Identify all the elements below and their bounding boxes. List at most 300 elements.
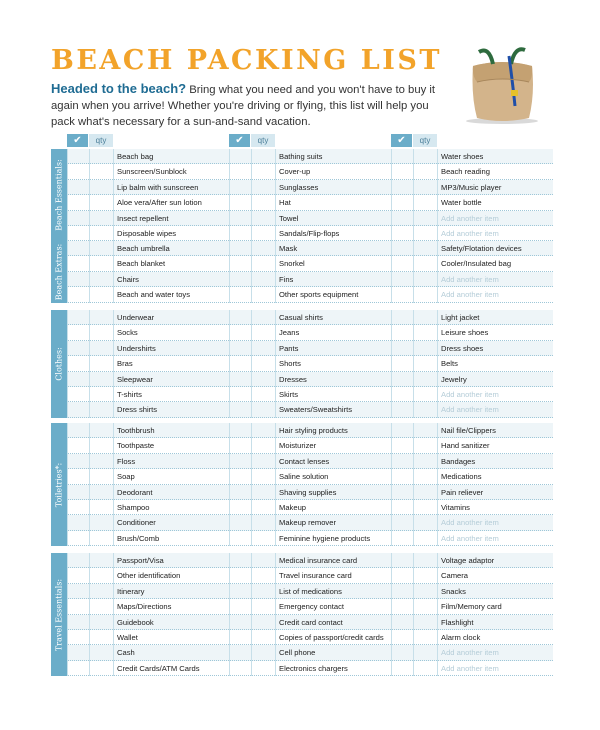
intro-lead: Headed to the beach? xyxy=(51,81,187,96)
list-item: Mask xyxy=(279,244,298,253)
checkbox-cell[interactable] xyxy=(229,553,251,568)
qty-cell[interactable] xyxy=(251,195,276,210)
checkbox-cell[interactable] xyxy=(67,661,89,676)
section-tab xyxy=(51,241,67,303)
add-item-placeholder[interactable]: Add another item xyxy=(441,229,499,238)
list-item: Hand sanitizer xyxy=(441,441,490,451)
qty-cell[interactable] xyxy=(251,500,276,515)
qty-cell[interactable] xyxy=(413,241,438,256)
table-row xyxy=(67,584,553,599)
checkbox-cell[interactable] xyxy=(229,599,251,614)
checkbox-cell[interactable] xyxy=(391,226,413,241)
qty-cell[interactable] xyxy=(89,469,114,484)
qty-cell[interactable] xyxy=(89,423,114,438)
checkbox-cell[interactable] xyxy=(391,438,413,453)
qty-cell[interactable] xyxy=(89,531,114,546)
qty-cell[interactable] xyxy=(89,454,114,469)
list-item: Soap xyxy=(117,472,135,482)
qty-cell[interactable] xyxy=(413,226,438,241)
table-row xyxy=(67,256,553,271)
checkbox-cell[interactable] xyxy=(229,584,251,599)
list-item: Beach and water toys xyxy=(117,290,191,300)
qty-cell[interactable] xyxy=(413,180,438,195)
qty-cell[interactable] xyxy=(251,226,276,241)
checkbox-cell[interactable] xyxy=(229,195,251,210)
list-item: Emergency contact xyxy=(279,602,344,612)
qty-cell[interactable] xyxy=(89,584,114,599)
checkbox-cell[interactable] xyxy=(67,500,89,515)
qty-cell[interactable] xyxy=(89,256,114,271)
column-header-1 xyxy=(67,134,113,147)
checkbox-cell[interactable] xyxy=(229,211,251,226)
qty-cell[interactable] xyxy=(251,661,276,676)
checkbox-cell[interactable] xyxy=(67,469,89,484)
qty-cell[interactable] xyxy=(89,615,114,630)
checkbox-cell[interactable] xyxy=(67,553,89,568)
checkbox-cell[interactable] xyxy=(67,211,89,226)
checkbox-cell[interactable] xyxy=(67,584,89,599)
qty-cell[interactable] xyxy=(413,211,438,226)
qty-cell[interactable] xyxy=(413,423,438,438)
qty-cell[interactable] xyxy=(413,615,438,630)
list-item: Makeup xyxy=(279,503,307,512)
list-item: Cash xyxy=(117,648,135,658)
list-item: Contact lenses xyxy=(279,456,330,466)
checkbox-cell[interactable] xyxy=(67,599,89,614)
checkbox-cell[interactable] xyxy=(391,310,413,325)
qty-cell[interactable] xyxy=(251,423,276,438)
checkbox-cell[interactable] xyxy=(229,372,251,387)
checkbox-cell[interactable] xyxy=(67,325,89,340)
qty-cell[interactable] xyxy=(89,515,114,530)
qty-cell[interactable] xyxy=(251,387,276,402)
table-row xyxy=(67,454,553,469)
list-item: Travel insurance card xyxy=(279,571,352,581)
list-item: Dresses xyxy=(279,374,307,384)
qty-cell[interactable] xyxy=(89,372,114,387)
list-item: Medications xyxy=(441,472,482,482)
checkbox-cell[interactable] xyxy=(391,630,413,645)
checkbox-cell[interactable] xyxy=(67,630,89,645)
checkbox-cell[interactable] xyxy=(229,226,251,241)
checkbox-cell[interactable] xyxy=(391,645,413,660)
qty-cell[interactable] xyxy=(413,661,438,676)
checkbox-cell[interactable] xyxy=(229,568,251,583)
checkbox-cell[interactable] xyxy=(229,454,251,469)
qty-cell[interactable] xyxy=(413,310,438,325)
list-item: Dress shoes xyxy=(441,343,484,353)
list-item: Dress shirts xyxy=(117,405,158,415)
add-item-placeholder[interactable]: Add another item xyxy=(441,213,499,223)
qty-cell[interactable] xyxy=(251,372,276,387)
list-item: Credit Cards/ATM Cards xyxy=(117,663,200,673)
qty-cell[interactable] xyxy=(413,356,438,371)
list-item: Sunglasses xyxy=(279,182,319,192)
list-item: Other sports equipment xyxy=(279,290,359,300)
table-row xyxy=(67,438,553,453)
list-item: Maps/Directions xyxy=(117,602,172,612)
section-beach-extras xyxy=(51,241,553,303)
qty-cell[interactable] xyxy=(89,325,114,340)
checkbox-cell[interactable] xyxy=(229,341,251,356)
list-item: Guidebook xyxy=(117,617,154,627)
qty-cell[interactable] xyxy=(251,599,276,614)
qty-cell[interactable] xyxy=(251,211,276,226)
checkbox-cell[interactable] xyxy=(391,356,413,371)
qty-cell[interactable] xyxy=(413,341,438,356)
qty-cell[interactable] xyxy=(251,485,276,500)
list-item: Cell phone xyxy=(279,648,316,658)
checkbox-cell[interactable] xyxy=(391,423,413,438)
list-item: Bandages xyxy=(441,456,476,466)
table-row xyxy=(67,630,553,645)
add-item-placeholder[interactable]: Add another item xyxy=(441,274,499,284)
qty-cell[interactable] xyxy=(251,469,276,484)
list-item: T-shirts xyxy=(117,390,142,399)
qty-cell[interactable] xyxy=(89,195,114,210)
checkbox-cell[interactable] xyxy=(67,402,89,417)
checkbox-cell[interactable] xyxy=(229,310,251,325)
checkbox-cell[interactable] xyxy=(67,226,89,241)
list-item: Light jacket xyxy=(441,313,480,322)
list-item: Itinerary xyxy=(117,586,145,596)
checkbox-cell[interactable] xyxy=(229,272,251,287)
section-tab xyxy=(51,310,67,418)
qty-cell[interactable] xyxy=(251,645,276,660)
section-label: Clothes: xyxy=(54,347,64,381)
qty-cell[interactable] xyxy=(413,584,438,599)
checkbox-cell[interactable] xyxy=(391,584,413,599)
qty-cell[interactable] xyxy=(413,402,438,417)
qty-cell[interactable] xyxy=(413,515,438,530)
checkbox-cell[interactable] xyxy=(67,454,89,469)
list-item: Nail file/Clippers xyxy=(441,426,496,435)
checkbox-cell[interactable] xyxy=(391,615,413,630)
qty-cell[interactable] xyxy=(413,485,438,500)
list-item: Fins xyxy=(279,274,294,284)
list-item: Snacks xyxy=(441,586,466,596)
checkbox-cell[interactable] xyxy=(229,500,251,515)
qty-cell[interactable] xyxy=(251,630,276,645)
qty-cell[interactable] xyxy=(89,630,114,645)
qty-cell[interactable] xyxy=(251,256,276,271)
qty-cell[interactable] xyxy=(89,661,114,676)
list-item: Lip balm with sunscreen xyxy=(117,182,199,192)
checkbox-cell[interactable] xyxy=(391,211,413,226)
qty-header: qty xyxy=(413,134,437,147)
checkbox-cell[interactable] xyxy=(391,500,413,515)
checkbox-cell[interactable] xyxy=(67,241,89,256)
checkbox-cell[interactable] xyxy=(229,469,251,484)
checkbox-cell[interactable] xyxy=(391,599,413,614)
section-tab xyxy=(51,553,67,676)
add-item-placeholder[interactable]: Add another item xyxy=(441,533,499,543)
qty-cell[interactable] xyxy=(413,553,438,568)
add-item-placeholder[interactable]: Add another item xyxy=(441,390,499,399)
table-row xyxy=(67,180,553,195)
checkbox-cell[interactable] xyxy=(67,149,89,164)
checkbox-cell[interactable] xyxy=(229,256,251,271)
checkbox-cell[interactable] xyxy=(391,164,413,179)
checkbox-cell[interactable] xyxy=(229,438,251,453)
list-item: Makeup remover xyxy=(279,518,336,528)
qty-cell[interactable] xyxy=(251,241,276,256)
check-header: ✔ xyxy=(229,134,250,147)
qty-cell[interactable] xyxy=(413,387,438,402)
checkbox-cell[interactable] xyxy=(391,553,413,568)
column-header-2 xyxy=(229,134,275,147)
checkbox-cell[interactable] xyxy=(391,287,413,302)
qty-cell[interactable] xyxy=(89,438,114,453)
check-header: ✔ xyxy=(67,134,88,147)
qty-cell[interactable] xyxy=(251,454,276,469)
table-row xyxy=(67,531,553,546)
add-item-placeholder[interactable]: Add another item xyxy=(441,405,499,415)
qty-cell[interactable] xyxy=(89,645,114,660)
qty-cell[interactable] xyxy=(251,584,276,599)
qty-cell[interactable] xyxy=(251,531,276,546)
beach-bag-image xyxy=(459,46,545,124)
checkbox-cell[interactable] xyxy=(67,341,89,356)
list-item: Sunscreen/Sunblock xyxy=(117,167,187,177)
qty-cell[interactable] xyxy=(413,630,438,645)
qty-cell[interactable] xyxy=(251,568,276,583)
checkbox-cell[interactable] xyxy=(391,256,413,271)
qty-cell[interactable] xyxy=(251,180,276,195)
list-item: Cooler/Insulated bag xyxy=(441,259,512,269)
qty-cell[interactable] xyxy=(413,645,438,660)
checkbox-cell[interactable] xyxy=(391,241,413,256)
checkbox-cell[interactable] xyxy=(67,423,89,438)
qty-cell[interactable] xyxy=(89,387,114,402)
list-item: Pants xyxy=(279,343,299,353)
add-item-placeholder[interactable]: Add another item xyxy=(441,518,499,528)
add-item-placeholder[interactable]: Add another item xyxy=(441,290,499,300)
checkbox-cell[interactable] xyxy=(229,149,251,164)
list-item: Film/Memory card xyxy=(441,602,502,612)
qty-cell[interactable] xyxy=(251,402,276,417)
list-item: Wallet xyxy=(117,633,138,642)
qty-cell[interactable] xyxy=(413,256,438,271)
checkbox-cell[interactable] xyxy=(229,645,251,660)
qty-cell[interactable] xyxy=(413,438,438,453)
list-item: Snorkel xyxy=(279,259,305,269)
qty-cell[interactable] xyxy=(251,287,276,302)
checkbox-cell[interactable] xyxy=(67,515,89,530)
checkbox-cell[interactable] xyxy=(391,568,413,583)
checkbox-cell[interactable] xyxy=(67,287,89,302)
list-item: Beach blanket xyxy=(117,259,166,269)
list-item: Towel xyxy=(279,213,299,223)
table-row xyxy=(67,515,553,530)
section-travel-essentials xyxy=(51,553,553,676)
checkbox-cell[interactable] xyxy=(67,256,89,271)
list-item: Socks xyxy=(117,328,138,338)
checkbox-cell[interactable] xyxy=(229,180,251,195)
qty-cell[interactable] xyxy=(89,149,114,164)
list-item: Beach reading xyxy=(441,167,490,177)
checkbox-cell[interactable] xyxy=(229,423,251,438)
qty-cell[interactable] xyxy=(89,356,114,371)
add-item-placeholder[interactable]: Add another item xyxy=(441,663,499,673)
qty-cell[interactable] xyxy=(413,372,438,387)
qty-cell[interactable] xyxy=(89,485,114,500)
checkbox-cell[interactable] xyxy=(391,531,413,546)
checkbox-cell[interactable] xyxy=(229,615,251,630)
list-item: Hat xyxy=(279,198,291,208)
checkbox-cell[interactable] xyxy=(67,531,89,546)
qty-cell[interactable] xyxy=(89,241,114,256)
table-row xyxy=(67,325,553,340)
list-item: Camera xyxy=(441,571,469,581)
qty-cell[interactable] xyxy=(89,500,114,515)
list-item: Water bottle xyxy=(441,198,482,208)
qty-cell[interactable] xyxy=(251,272,276,287)
list-item: Credit card contact xyxy=(279,617,343,627)
table-row xyxy=(67,645,553,660)
checkbox-cell[interactable] xyxy=(391,387,413,402)
checkbox-cell[interactable] xyxy=(391,515,413,530)
qty-cell[interactable] xyxy=(251,164,276,179)
checkbox-cell[interactable] xyxy=(67,615,89,630)
checkbox-cell[interactable] xyxy=(229,325,251,340)
checkbox-cell[interactable] xyxy=(67,485,89,500)
table-row xyxy=(67,356,553,371)
checkbox-cell[interactable] xyxy=(391,469,413,484)
qty-cell[interactable] xyxy=(413,500,438,515)
checkbox-cell[interactable] xyxy=(229,485,251,500)
qty-cell[interactable] xyxy=(413,195,438,210)
checkbox-cell[interactable] xyxy=(229,356,251,371)
checkbox-cell[interactable] xyxy=(391,372,413,387)
checkbox-cell[interactable] xyxy=(67,387,89,402)
add-item-placeholder[interactable]: Add another item xyxy=(441,648,499,658)
checkbox-cell[interactable] xyxy=(67,310,89,325)
qty-cell[interactable] xyxy=(89,553,114,568)
list-item: Bras xyxy=(117,359,133,369)
checkbox-cell[interactable] xyxy=(229,515,251,530)
table-row xyxy=(67,287,553,302)
qty-cell[interactable] xyxy=(251,325,276,340)
qty-cell[interactable] xyxy=(89,272,114,287)
list-item: Belts xyxy=(441,359,458,369)
qty-cell[interactable] xyxy=(413,469,438,484)
checkbox-cell[interactable] xyxy=(229,164,251,179)
qty-cell[interactable] xyxy=(251,341,276,356)
qty-cell[interactable] xyxy=(89,164,114,179)
qty-cell[interactable] xyxy=(89,310,114,325)
checkbox-cell[interactable] xyxy=(229,287,251,302)
list-item: Deodorant xyxy=(117,487,153,497)
page-title: BEACH PACKING LIST xyxy=(51,45,442,76)
table-row xyxy=(67,402,553,417)
checkbox-cell[interactable] xyxy=(229,630,251,645)
checkbox-cell[interactable] xyxy=(391,272,413,287)
qty-cell[interactable] xyxy=(251,356,276,371)
qty-cell[interactable] xyxy=(413,599,438,614)
checkbox-cell[interactable] xyxy=(67,372,89,387)
checkbox-cell[interactable] xyxy=(67,645,89,660)
checkbox-cell[interactable] xyxy=(67,195,89,210)
section-toiletries xyxy=(51,423,553,546)
checkbox-cell[interactable] xyxy=(391,661,413,676)
list-item: Flashlight xyxy=(441,617,474,627)
qty-cell[interactable] xyxy=(251,149,276,164)
qty-cell[interactable] xyxy=(251,515,276,530)
table-row xyxy=(67,485,553,500)
section-tab xyxy=(51,423,67,546)
list-item: Casual shirts xyxy=(279,313,323,322)
qty-cell[interactable] xyxy=(251,615,276,630)
qty-cell[interactable] xyxy=(89,341,114,356)
qty-cell[interactable] xyxy=(251,553,276,568)
checkbox-cell[interactable] xyxy=(391,180,413,195)
list-item: Pain reliever xyxy=(441,487,484,497)
section-label: Toiletries*: xyxy=(54,462,64,507)
checkbox-cell[interactable] xyxy=(391,195,413,210)
checkbox-cell[interactable] xyxy=(229,241,251,256)
list-item: Water shoes xyxy=(441,152,484,161)
checkbox-cell[interactable] xyxy=(391,402,413,417)
qty-cell[interactable] xyxy=(89,180,114,195)
checkbox-cell[interactable] xyxy=(67,164,89,179)
list-item: Floss xyxy=(117,456,136,466)
table-row xyxy=(67,568,553,583)
qty-cell[interactable] xyxy=(413,454,438,469)
list-item: Leisure shoes xyxy=(441,328,489,338)
list-item: Underwear xyxy=(117,313,155,322)
checkbox-cell[interactable] xyxy=(391,341,413,356)
intro-body: Bring what you need and you won't have to buy it again when you arrive! Whether you're driving or flying, this list will help you pack what's necessary for a sun-and-sand vacation. xyxy=(51,84,436,128)
qty-cell[interactable] xyxy=(251,310,276,325)
checkbox-cell[interactable] xyxy=(391,454,413,469)
checkbox-cell[interactable] xyxy=(229,531,251,546)
checkbox-cell[interactable] xyxy=(67,356,89,371)
table-row xyxy=(67,500,553,515)
checkbox-cell[interactable] xyxy=(229,387,251,402)
qty-cell[interactable] xyxy=(89,402,114,417)
qty-cell[interactable] xyxy=(413,531,438,546)
list-item: Jewelry xyxy=(441,374,467,384)
table-row xyxy=(67,599,553,614)
qty-cell[interactable] xyxy=(89,226,114,241)
checkbox-cell[interactable] xyxy=(67,272,89,287)
checkbox-cell[interactable] xyxy=(229,661,251,676)
checkbox-cell[interactable] xyxy=(67,180,89,195)
checkbox-cell[interactable] xyxy=(67,438,89,453)
qty-cell[interactable] xyxy=(413,272,438,287)
qty-cell[interactable] xyxy=(413,325,438,340)
qty-cell[interactable] xyxy=(413,149,438,164)
qty-cell[interactable] xyxy=(413,164,438,179)
table-row xyxy=(67,211,553,226)
checkbox-cell[interactable] xyxy=(391,325,413,340)
list-item: MP3/Music player xyxy=(441,182,502,192)
checkbox-cell[interactable] xyxy=(391,485,413,500)
qty-cell[interactable] xyxy=(413,287,438,302)
qty-cell[interactable] xyxy=(89,287,114,302)
list-item: Toothbrush xyxy=(117,426,155,435)
qty-cell[interactable] xyxy=(251,438,276,453)
checkbox-cell[interactable] xyxy=(391,149,413,164)
checkbox-cell[interactable] xyxy=(67,568,89,583)
checkbox-cell[interactable] xyxy=(229,402,251,417)
qty-cell[interactable] xyxy=(89,599,114,614)
qty-cell[interactable] xyxy=(413,568,438,583)
qty-cell[interactable] xyxy=(89,568,114,583)
table-row xyxy=(67,164,553,179)
qty-cell[interactable] xyxy=(89,211,114,226)
